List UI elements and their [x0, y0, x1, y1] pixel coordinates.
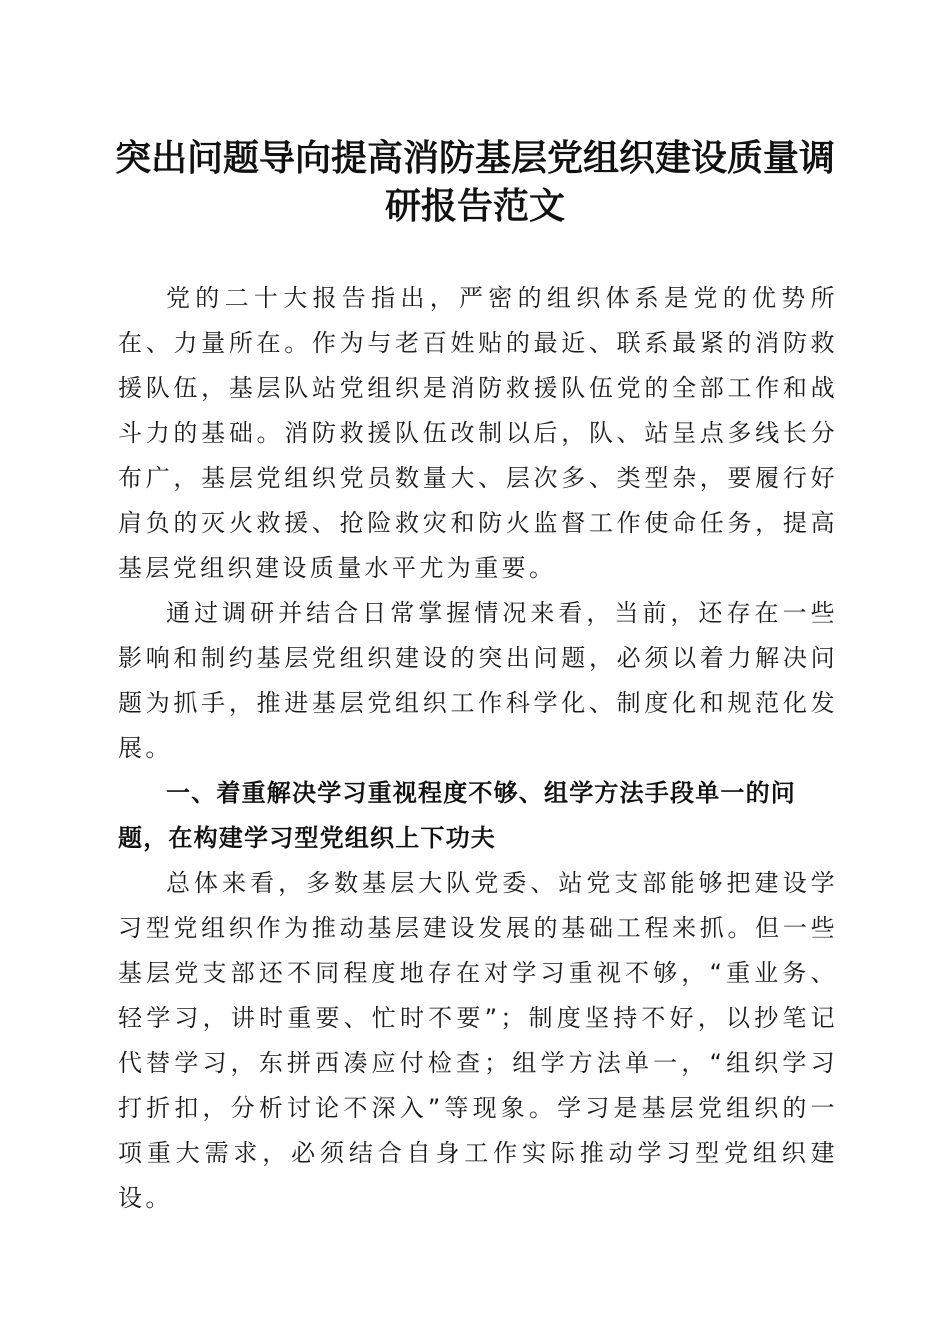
- section-1-heading: 一、着重解决学习重视程度不够、组学方法手段单一的问题，在构建学习型党组织上下功夫: [118, 779, 796, 852]
- document-title: 突出问题导向提高消防基层党组织建设质量调研报告范文: [114, 137, 835, 227]
- section-1-paragraph: 总体来看，多数基层大队党委、站党支部能够把建设学习型党组织作为推动基层建设发展的基础工程来抓。但一些基层党支部还不同程度地存在对学习重视不够，“重业务、轻学习，讲时重要、忙时不要”；制度坚持不好，以抄笔记代替学习，东拼西凑应付检查；组学方法单一，“组织学习打折扣，分析讨论不深入”等现象。学习是基层党组织的一项重大需求，必须结合自身工作实际推动学习型党组织建设。: [118, 869, 838, 1212]
- document-body: [118, 276, 838, 1221]
- intro-paragraph: 党的二十大报告指出，严密的组织体系是党的优势所在、力量所在。作为与老百姓贴的最近、联系最紧的消防救援队伍，基层队站党组织是消防救援队伍党的全部工作和战斗力的基础。消防救援队伍改制以后，队、站呈点多线长分布广，基层党组织党员数量大、层次多、类型杂，要履行好肩负的灭火救援、抢险救灾和防火监督工作使命任务，提高基层党组织建设质量水平尤为重要。: [118, 284, 838, 582]
- overview-paragraph: 通过调研并结合日常掌握情况来看，当前，还存在一些影响和制约基层党组织建设的突出问题，必须以着力解决问题为抓手，推进基层党组织工作科学化、制度化和规范化发展。: [118, 599, 838, 762]
